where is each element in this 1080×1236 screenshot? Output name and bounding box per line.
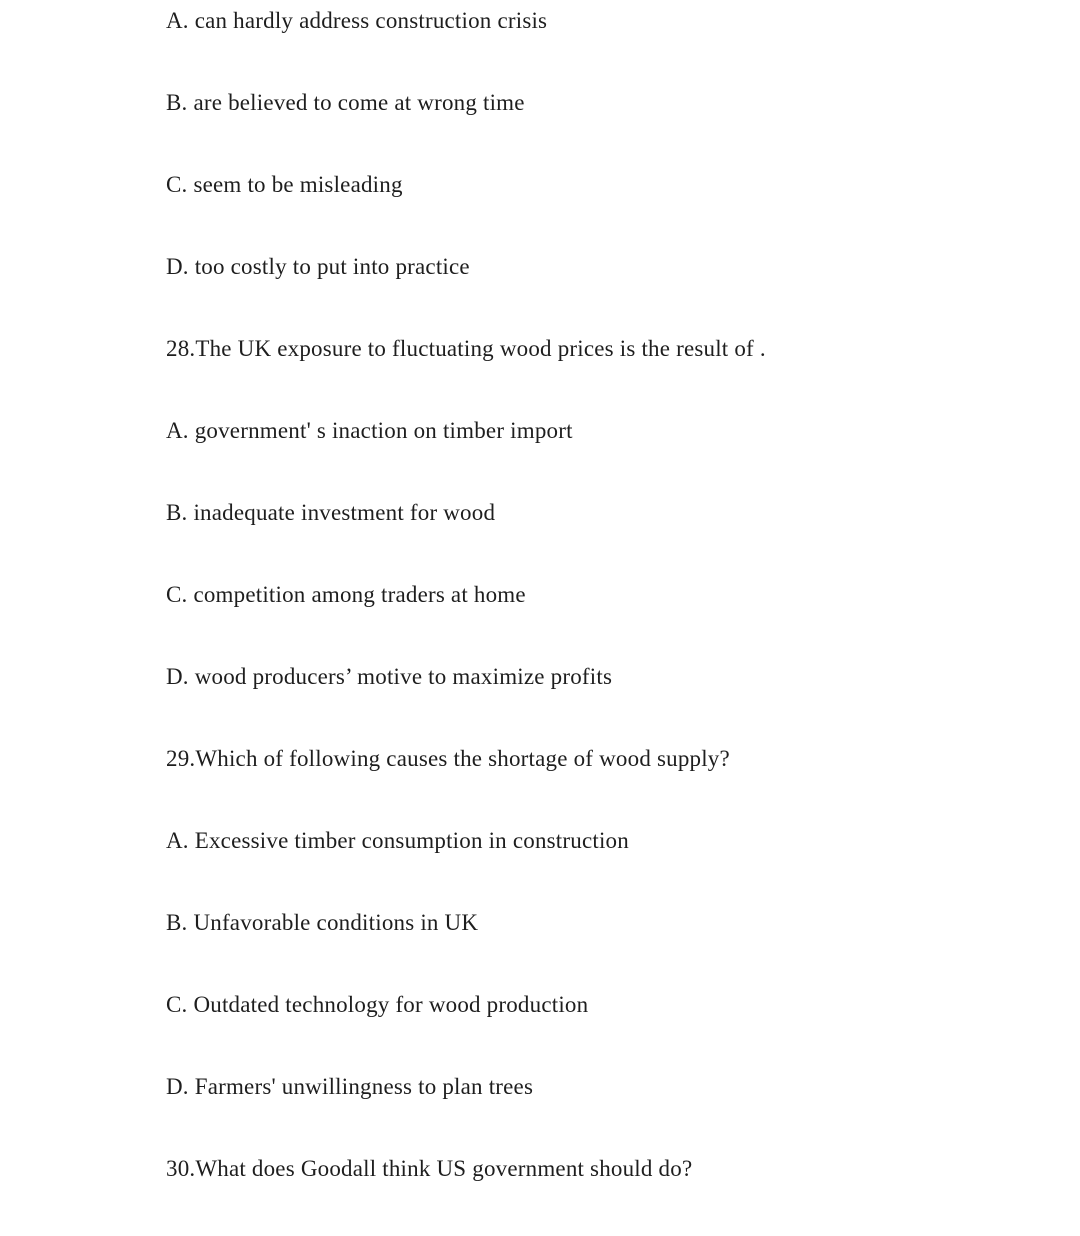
option-line-28b: B. inadequate investment for wood: [166, 500, 496, 525]
option-line-28d: D. wood producers’ motive to maximize profits: [166, 664, 613, 689]
option-line-27d: D. too costly to put into practice: [166, 254, 470, 279]
option-line-28c: C. competition among traders at home: [166, 582, 526, 607]
option-line-27b: B. are believed to come at wrong time: [166, 90, 525, 115]
question-line-30: 30.What does Goodall think US government should do?: [166, 1156, 693, 1181]
question-line-29: 29.Which of following causes the shortage of wood supply?: [166, 746, 730, 771]
option-line-29c: C. Outdated technology for wood production: [166, 992, 589, 1017]
option-line-27a: A. can hardly address construction crisis: [166, 8, 548, 33]
option-line-29d: D. Farmers' unwillingness to plan trees: [166, 1074, 534, 1099]
question-line-28: 28.The UK exposure to fluctuating wood prices is the result of .: [166, 336, 766, 361]
option-line-29b: B. Unfavorable conditions in UK: [166, 910, 479, 935]
option-line-28a: A. government' s inaction on timber import: [166, 418, 573, 443]
option-line-27c: C. seem to be misleading: [166, 172, 403, 197]
option-line-29a: A. Excessive timber consumption in construction: [166, 828, 629, 853]
